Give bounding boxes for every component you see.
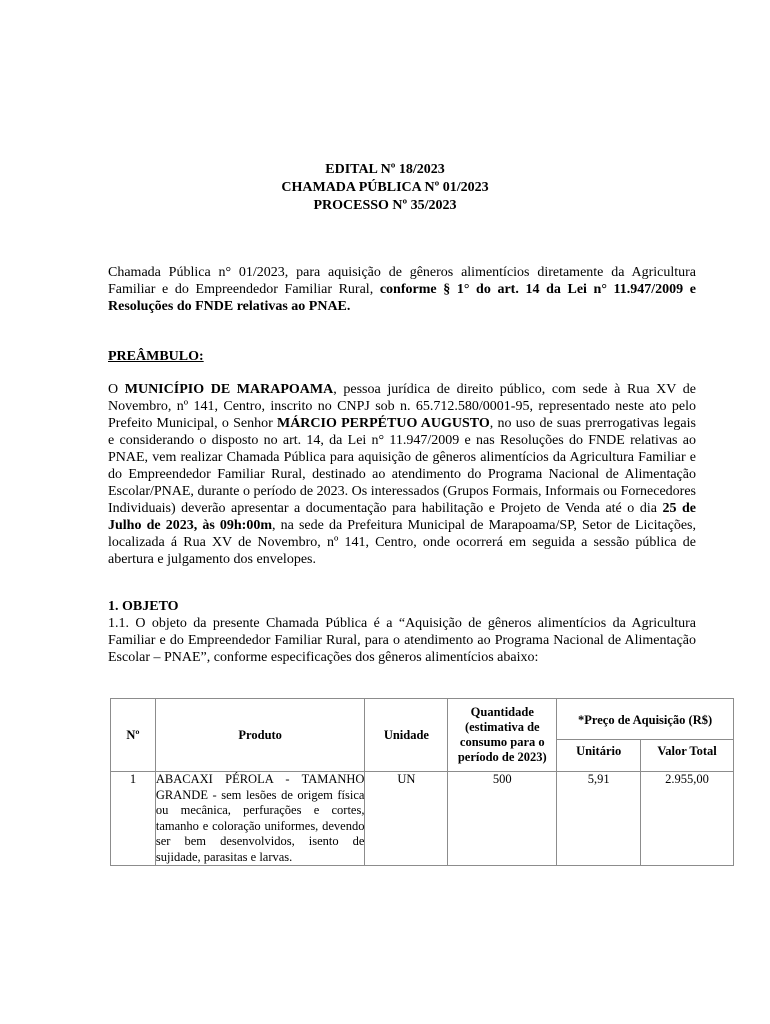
intro-bold-text: conforme § 1° do art. 14 da Lei n° 11.947/2009 e Resoluções do FNDE relativas ao PNAE. — [108, 282, 696, 314]
header-quantidade: Quantidade (estimativa de consumo para o período de 2023) — [448, 699, 557, 772]
preambulo-text-4: , na sede da Prefeitura Municipal de Marapoama/SP, Setor de Licitações, localizada á Rua XV de Novembro, nº 141, Centro, onde ocorrerá em seguida a sessão pública de abertura e julgamento dos envelopes. — [108, 518, 696, 567]
deadline-date: 25 de Julho de 2023, às 09h:00m — [108, 501, 696, 533]
products-table — [110, 698, 734, 866]
header-unidade: Unidade — [365, 699, 448, 772]
preambulo-title: PREÂMBULO: — [108, 349, 204, 364]
document-heading — [0, 161, 770, 215]
header-number: Nº — [111, 699, 156, 772]
objeto-title: 1. OBJETO — [108, 599, 179, 614]
table-row — [111, 772, 734, 866]
row-unidade: UN — [365, 772, 448, 866]
edital-number: EDITAL Nº 18/2023 — [325, 162, 445, 177]
preambulo-text-2: , pessoa jurídica de direito público, com sede à Rua XV de Novembro, nº 141, Centro, inscrito no CNPJ sob n. 65.712.580/0001-95, representado neste ato pelo Prefeito Municipal, o Senhor — [108, 382, 696, 431]
municipio-name: MUNICÍPIO DE MARAPOAMA — [124, 382, 334, 397]
preambulo-paragraph — [108, 381, 696, 568]
header-produto: Produto — [155, 699, 365, 772]
row-unitario: 5,91 — [557, 772, 641, 866]
table-header-row — [111, 699, 734, 740]
row-produto: ABACAXI PÉROLA - TAMANHO GRANDE - sem lesões de origem física ou mecânica, perfurações e cortes, tamanho e coloração uniformes, devendo ser bem desenvolvidos, isento de sujidade, parasitas e larvas. — [155, 772, 365, 864]
row-valor-total: 2.955,00 — [641, 772, 734, 866]
row-number: 1 — [111, 772, 156, 866]
intro-paragraph — [108, 264, 696, 315]
chamada-publica-number: CHAMADA PÚBLICA Nº 01/2023 — [281, 180, 489, 195]
objeto-paragraph: 1.1. O objeto da presente Chamada Pública é a “Aquisição de gêneros alimentícios da Agricultura Familiar e do Empreendedor Familiar Rural, para o atendimento ao Programa Nacional de Alimentação Escolar – PNAE”, conforme especificações dos gêneros alimentícios abaixo: — [108, 616, 696, 665]
header-valor-total: Valor Total — [641, 740, 734, 772]
preambulo-text-3: , no uso de suas prerrogativas legais e considerando o disposto no art. 14, da Lei n° 11.947/2009 e nas Resoluções do FNDE relativas ao PNAE, vem realizar Chamada Pública para aquisição de gêneros alimentícios da Agricultura Familiar e do Empreendedor Familiar Rural, destinado ao atendimento do Programa Nacional de Alimentação Escolar/PNAE, durante o período de 2023. Os interessados (Grupos Formais, Informais ou Fornecedores Individuais) deverão apresentar a documentação para habilitação e Projeto de Venda até o dia — [108, 416, 696, 516]
prefeito-name: MÁRCIO PERPÉTUO AUGUSTO — [276, 416, 490, 431]
row-quantidade: 500 — [448, 772, 557, 866]
processo-number: PROCESSO Nº 35/2023 — [313, 198, 457, 213]
header-unitario: Unitário — [557, 740, 641, 772]
preambulo-text-1: O — [108, 382, 125, 397]
intro-text: Chamada Pública n° 01/2023, para aquisição de gêneros alimentícios diretamente da Agricultura Familiar e do Empreendedor Familiar Rural, — [108, 265, 696, 297]
header-preco-aquisicao: *Preço de Aquisição (R$) — [557, 699, 734, 740]
